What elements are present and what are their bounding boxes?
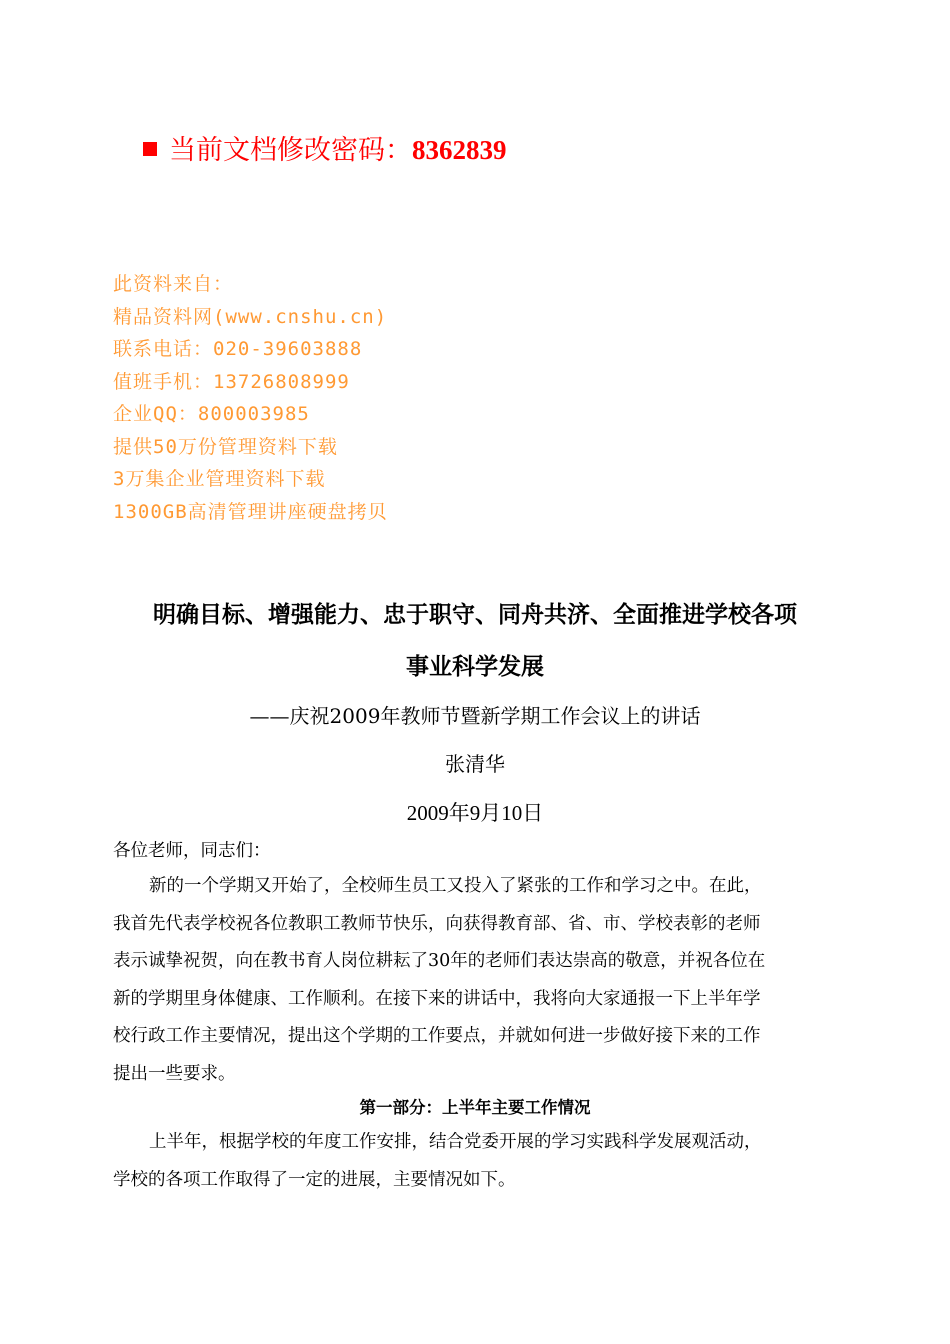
red-square-bullet-icon bbox=[143, 142, 157, 156]
document-date: 2009年9月10日 bbox=[406, 801, 544, 825]
paragraph-line: 提出一些要求。 bbox=[113, 1063, 236, 1084]
paragraph-line: 我首先代表学校祝各位教职工教师节快乐，向获得教育部、省、市、学校表彰的老师 bbox=[113, 913, 761, 934]
password-notice-label: 当前文档修改密码： bbox=[169, 135, 412, 166]
source-info-block bbox=[113, 268, 388, 528]
source-line: 此资料来自： bbox=[113, 273, 234, 295]
paragraph-line: 学校的各项工作取得了一定的进展，主要情况如下。 bbox=[113, 1169, 516, 1190]
password-notice bbox=[143, 130, 507, 171]
greeting: 各位老师，同志们： bbox=[113, 841, 271, 861]
source-line: 提供50万份管理资料下载 bbox=[113, 435, 338, 458]
paragraph-line: 新的一个学期又开始了，全校师生员工又投入了紧张的工作和学习之中。在此， bbox=[149, 876, 762, 896]
paragraph-line: 校行政工作主要情况，提出这个学期的工作要点，并就如何进一步做好接下来的工作 bbox=[113, 1026, 761, 1046]
source-line: 1300GB高清管理讲座硬盘拷贝 bbox=[113, 500, 388, 523]
document-title-line-1: 明确目标、增强能力、忠于职守、同舟共济、全面推进学校各项 bbox=[153, 602, 797, 628]
source-line: 精品资料网(www.cnshu.cn) bbox=[113, 305, 388, 328]
password-code: 8362839 bbox=[412, 135, 507, 165]
source-line: 值班手机：13726808999 bbox=[113, 370, 350, 393]
document-title-line-2: 事业科学发展 bbox=[406, 654, 544, 680]
source-line: 企业QQ：800003985 bbox=[113, 403, 310, 425]
paragraph-2 bbox=[113, 1124, 837, 1199]
document-author: 张清华 bbox=[445, 752, 505, 776]
paragraph-line: 新的学期里身体健康、工作顺利。在接下来的讲话中，我将向大家通报一下上半年学 bbox=[113, 988, 761, 1009]
paragraph-1 bbox=[113, 868, 837, 1093]
source-line: 联系电话：020-39603888 bbox=[113, 338, 363, 360]
paragraph-line: 表示诚挚祝贺，向在教书育人岗位耕耘了30年的老师们表达崇高的敬意，并祝各位在 bbox=[113, 951, 766, 971]
source-line: 3万集企业管理资料下载 bbox=[113, 468, 326, 490]
document-subtitle: ——庆祝2009年教师节暨新学期工作会议上的讲话 bbox=[249, 704, 701, 728]
section-1-heading: 第一部分：上半年主要工作情况 bbox=[359, 1098, 591, 1117]
paragraph-line: 上半年，根据学校的年度工作安排，结合党委开展的学习实践科学发展观活动， bbox=[149, 1132, 762, 1152]
